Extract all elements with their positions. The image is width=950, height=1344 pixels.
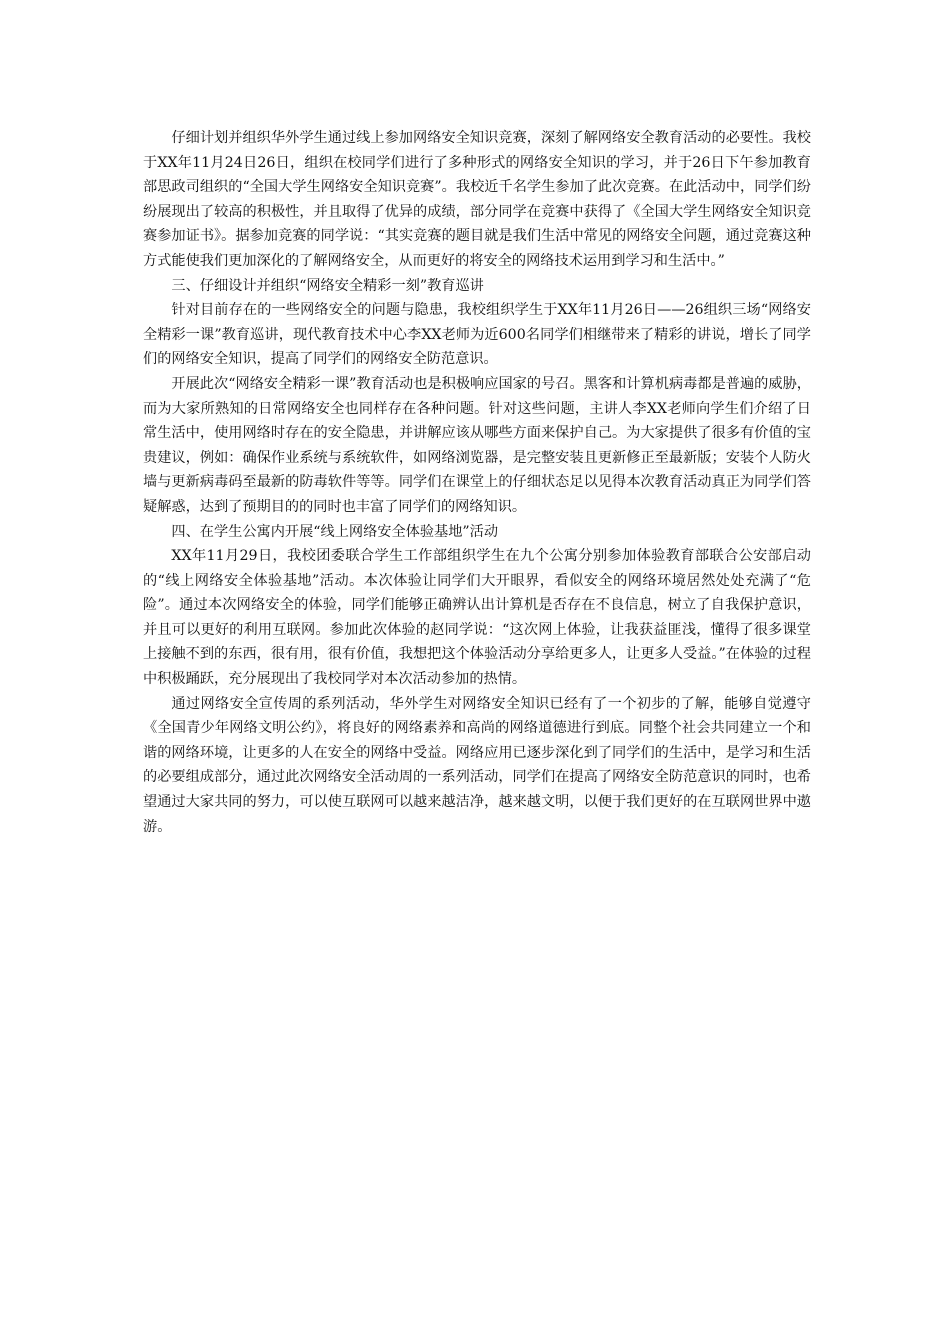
document-body bbox=[143, 126, 811, 839]
section-heading-four: 四、在学生公寓内开展“线上网络安全体验基地”活动 bbox=[171, 523, 499, 540]
paragraph-conclusion: 通过网络安全宣传周的系列活动，华外学生对网络安全知识已经有了一个初步的了解，能够自觉遵守《全国青少年网络文明公约》，将良好的网络素养和高尚的网络道德进行到底。同整个社会共同建立一个和谐的网络环境，让更多的人在安全的网络中受益。网络应用已逐步深化到了同学们的生活中，是学习和生活的必要组成部分，通过此次网络安全活动周的一系列活动，同学们在提高了网络安全防范意识的同时，也希望通过大家共同的努力，可以使互联网可以越来越洁净，越来越文明，以便于我们更好的在互联网世界中遨游。 bbox=[143, 695, 811, 835]
paragraph-competition: 仔细计划并组织华外学生通过线上参加网络安全知识竞赛，深刻了解网络安全教育活动的必要性。我校于XX年11月24日26日，组织在校同学们进行了多种形式的网络安全知识的学习，并于26日下午参加教育部思政司组织的“全国大学生网络安全知识竞赛”。我校近千名学生参加了此次竞赛。在此活动中，同学们纷纷展现出了较高的积极性，并且取得了优异的成绩，部分同学在竞赛中获得了《全国大学生网络安全知识竞赛参加证书》。据参加竞赛的同学说：“其实竞赛的题目就是我们生活中常见的网络安全问题，通过竞赛这种方式能使我们更加深化的了解网络安全，从而更好的将安全的网络技术运用到学习和生活中。” bbox=[143, 130, 811, 269]
paragraph-lecture-content: 开展此次“网络安全精彩一课”教育活动也是积极响应国家的号召。黑客和计算机病毒都是普遍的威胁，而为大家所熟知的日常网络安全也同样存在各种问题。针对这些问题，主讲人李XX老师向学生们介绍了日常生活中，使用网络时存在的安全隐患，并讲解应该从哪些方面来保护自己。为大家提供了很多有价值的宝贵建议，例如：确保作业系统与系统软件，如网络浏览器，是完整安装且更新修正至最新版；安装个人防火墙与更新病毒码至最新的防毒软件等等。同学们在课堂上的仔细状态足以见得本次教育活动真正为同学们答疑解惑，达到了预期目的的同时也丰富了同学们的网络知识。 bbox=[143, 375, 811, 515]
paragraph-lecture-tour: 针对目前存在的一些网络安全的问题与隐患，我校组织学生于XX年11月26日——26组织三场“网络安全精彩一课”教育巡讲，现代教育技术中心李XX老师为近600名同学们相继带来了精彩的讲说，增长了同学们的网络安全知识，提高了同学们的网络安全防范意识。 bbox=[143, 302, 811, 368]
section-heading-three: 三、仔细设计并组织“网络安全精彩一刻”教育巡讲 bbox=[171, 277, 484, 294]
paragraph-experience-base: XX年11月29日，我校团委联合学生工作部组织学生在九个公寓分别参加体验教育部联合公安部启动的“线上网络安全体验基地”活动。本次体验让同学们大开眼界，看似安全的网络环境居然处处充满了“危险”。通过本次网络安全的体验，同学们能够正确辨认出计算机是否存在不良信息，树立了自我保护意识，并且可以更好的利用互联网。参加此次体验的赵同学说：“这次网上体验，让我获益匪浅，懂得了很多课堂上接触不到的东西，很有用，很有价值，我想把这个体验活动分享给更多人，让更多人受益。”在体验的过程中积极踊跃，充分展现出了我校同学对本次活动参加的热情。 bbox=[143, 548, 811, 688]
